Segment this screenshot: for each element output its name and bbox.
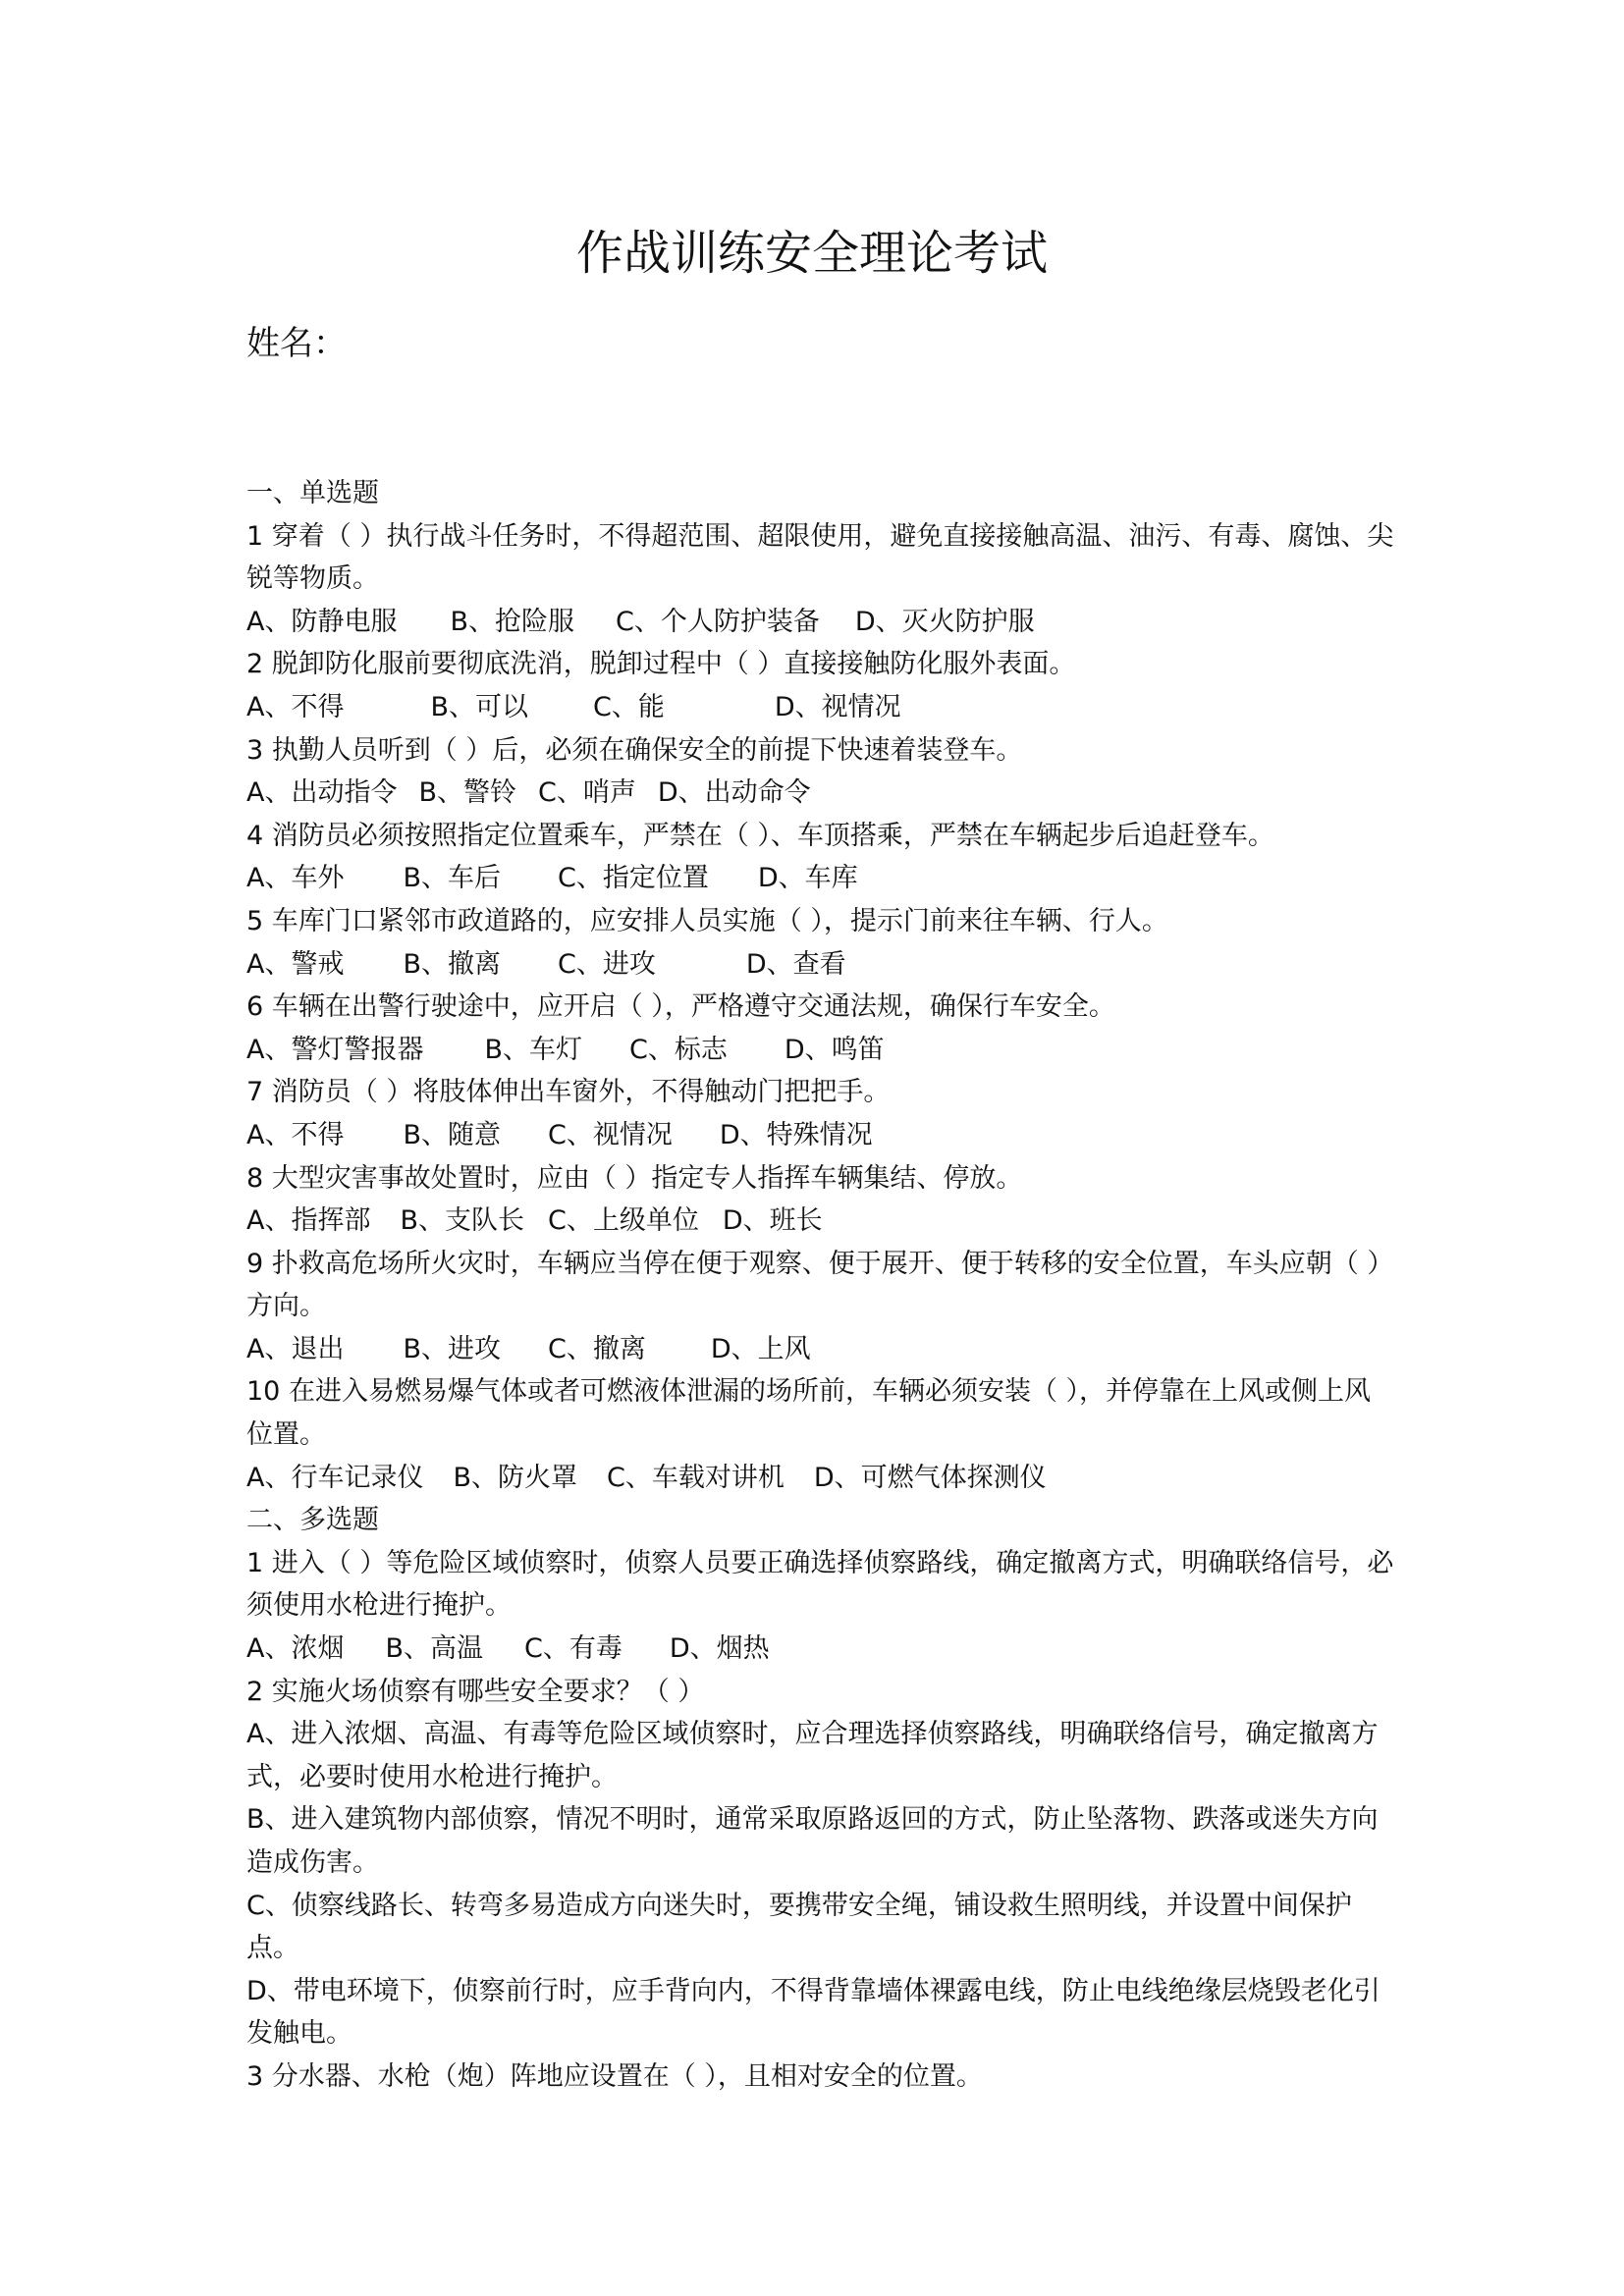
- option: A、警灯警报器: [246, 1034, 424, 1065]
- question-options: [246, 1628, 1395, 1671]
- option: D、特殊情况: [719, 1119, 873, 1150]
- option: C、个人防护装备: [616, 606, 820, 637]
- option: A、防静电服: [246, 606, 398, 637]
- option: C、指定位置: [558, 863, 709, 894]
- option: D、上风: [710, 1333, 811, 1364]
- option: D、查看: [745, 948, 846, 980]
- option: A、行车记录仪: [246, 1462, 424, 1493]
- option: B、支队长: [400, 1205, 525, 1237]
- option: B、随意: [403, 1119, 502, 1150]
- option: A、退出: [246, 1333, 345, 1364]
- question-stem: 2 脱卸防化服前要彻底洗消，脱卸过程中（ ）直接接触防化服外表面。: [246, 649, 1076, 680]
- option: C、侦察线路长、转弯多易造成方向迷失时，要携带安全绳，铺设救生照明线，并设置中间保护点。: [246, 1890, 1352, 1964]
- question-stem: 9 扑救高危场所火灾时，车辆应当停在便于观察、便于展开、便于转移的安全位置，车头应朝（ ）方向。: [246, 1248, 1394, 1322]
- option: C、视情况: [548, 1119, 673, 1150]
- page-title: 作战训练安全理论考试: [575, 226, 1048, 281]
- option: B、撤离: [403, 948, 502, 980]
- question-options: [246, 1200, 1395, 1243]
- name-label: 姓名：: [246, 324, 347, 363]
- question-options: [246, 943, 1395, 987]
- question-stem: 1 进入（ ）等危险区域侦察时，侦察人员要正确选择侦察路线，确定撤离方式，明确联络信号，必须使用水枪进行掩护。: [246, 1547, 1394, 1622]
- question-options: [246, 857, 1395, 900]
- question-options: [246, 686, 1395, 729]
- question-stem: 10 在进入易燃易爆气体或者可燃液体泄漏的场所前，车辆必须安装（ ），并停靠在上风或侧上风位置。: [246, 1376, 1372, 1451]
- question-options: [246, 601, 1395, 644]
- question-options: [246, 772, 1395, 815]
- question-stem: 8 大型灾害事故处置时，应由（ ）指定专人指挥车辆集结、停放。: [246, 1162, 1023, 1194]
- option: D、烟热: [669, 1633, 770, 1665]
- option: C、标志: [629, 1034, 728, 1065]
- option: D、车库: [757, 863, 858, 894]
- question-stem: 3 分水器、水枪（炮）阵地应设置在（ ），且相对安全的位置。: [246, 2060, 983, 2092]
- question-stem: 1 穿着（ ）执行战斗任务时，不得超范围、超限使用，避免直接接触高温、油污、有毒、腐蚀、尖锐等物质。: [246, 520, 1394, 595]
- question-stem: 5 车库门口紧邻市政道路的，应安排人员实施（ ），提示门前来往车辆、行人。: [246, 905, 1168, 936]
- option: C、撤离: [548, 1333, 646, 1364]
- option: B、防火罩: [453, 1462, 578, 1493]
- question-options: [246, 1457, 1395, 1500]
- option: A、浓烟: [246, 1633, 345, 1665]
- option: C、车载对讲机: [607, 1462, 785, 1493]
- option: D、视情况: [774, 691, 901, 722]
- option: D、带电环境下，侦察前行时，应手背向内，不得背靠墙体裸露电线，防止电线绝缘层烧毁老化引发触电。: [246, 1975, 1380, 2050]
- option: B、可以: [430, 691, 529, 722]
- option: D、班长: [722, 1205, 823, 1237]
- question-stem: 3 执勤人员听到（ ）后，必须在确保安全的前提下快速着装登车。: [246, 734, 1023, 766]
- option: C、进攻: [558, 948, 656, 980]
- option: D、灭火防护服: [854, 606, 1035, 637]
- option: C、能: [593, 691, 665, 722]
- question-stem: 2 实施火场侦察有哪些安全要求？（ ）: [246, 1676, 705, 1707]
- option: D、鸣笛: [784, 1034, 885, 1065]
- option: C、有毒: [524, 1633, 623, 1665]
- question-options: [246, 1029, 1395, 1072]
- option: C、上级单位: [548, 1205, 699, 1237]
- exam-content: [246, 472, 1395, 2099]
- option: D、出动命令: [657, 777, 811, 809]
- question-stem: 4 消防员必须按照指定位置乘车，严禁在（ ）、车顶搭乘，严禁在车辆起步后追赶登车。: [246, 820, 1274, 851]
- option: B、进攻: [403, 1333, 502, 1364]
- option: A、不得: [246, 691, 345, 722]
- option: A、进入浓烟、高温、有毒等危险区域侦察时，应合理选择侦察路线，明确联络信号，确定撤离方式，必要时使用水枪进行掩护。: [246, 1719, 1379, 1792]
- option: B、车后: [403, 863, 502, 894]
- question-stem: 7 消防员（ ）将肢体伸出车窗外，不得触动门把把手。: [246, 1077, 891, 1108]
- option: A、警戒: [246, 948, 345, 980]
- option: A、出动指令: [246, 777, 398, 809]
- question-options: [246, 1114, 1395, 1157]
- question-stem: 6 车辆在出警行驶途中，应开启（ ），严格遵守交通法规，确保行车安全。: [246, 991, 1115, 1023]
- option: A、不得: [246, 1119, 345, 1150]
- option: A、车外: [246, 863, 345, 894]
- section-heading-single-choice: 一、单选题: [246, 478, 379, 508]
- option: B、警铃: [418, 777, 517, 809]
- option: B、进入建筑物内部侦察，情况不明时，通常采取原路返回的方式，防止坠落物、跌落或迷失方向造成伤害。: [246, 1804, 1379, 1878]
- option: B、车灯: [484, 1034, 583, 1065]
- question-options: [246, 1328, 1395, 1371]
- option: C、哨声: [538, 777, 636, 809]
- option: B、抢险服: [450, 606, 575, 637]
- option: A、指挥部: [246, 1205, 371, 1237]
- option: B、高温: [385, 1633, 484, 1665]
- option: D、可燃气体探测仪: [813, 1462, 1047, 1493]
- section-heading-multiple-choice: 二、多选题: [246, 1505, 379, 1536]
